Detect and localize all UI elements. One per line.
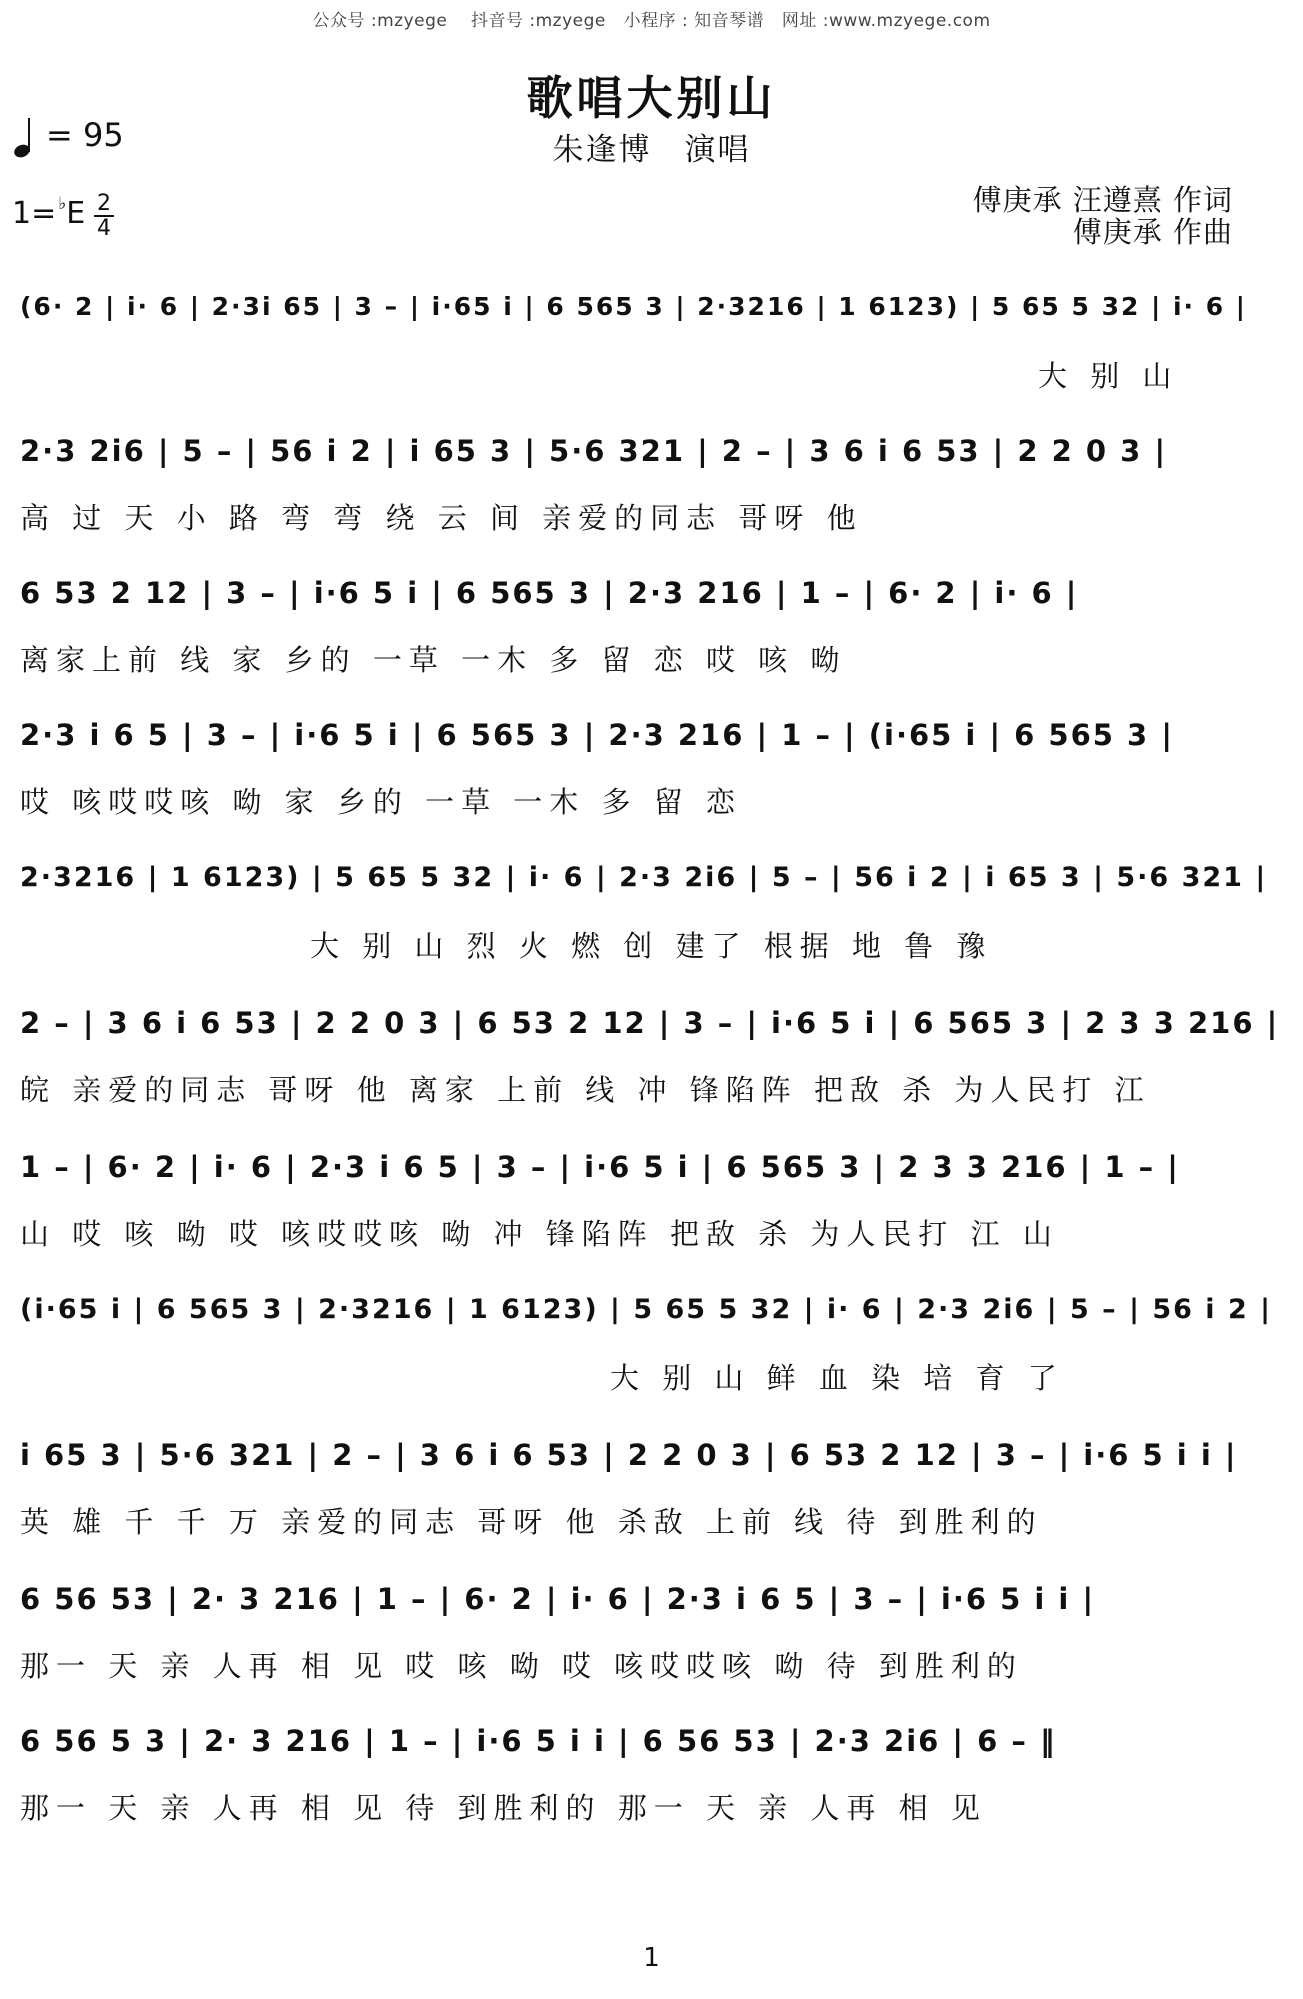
header-website: 网址 :www.mzyege.com: [781, 11, 991, 31]
notation-line: 2·3216 | 1 6123) | 5 65 5 32 | i· 6 | 2·3 2i6 | 5 – | 56 i 2 | i 65 3 | 5·6 321 |: [20, 862, 1268, 893]
song-performer: 朱逢博 演唱: [552, 132, 751, 168]
notation-line: 1 – | 6· 2 | i· 6 | 2·3 i 6 5 | 3 – | i·6 5 i | 6 565 3 | 2 3 3 216 | 1 – |: [20, 1150, 1180, 1184]
lyric-line: 英 雄 千 千 万 亲爱的同志 哥呀 他 杀敌 上前 线 待 到胜利的: [20, 1505, 1043, 1539]
notation-line: 6 56 5 3 | 2· 3 216 | 1 – | i·6 5 i i | 6 56 53 | 2·3 2i6 | 6 – ‖: [20, 1724, 1057, 1758]
notation-line: 6 56 53 | 2· 3 216 | 1 – | 6· 2 | i· 6 | 2·3 i 6 5 | 3 – | i·6 5 i i |: [20, 1582, 1096, 1616]
score-system: [20, 292, 1283, 432]
quarter-note-icon: [14, 117, 36, 157]
score-system: [20, 1438, 1283, 1578]
composer-credit: 傅庚承 作曲: [1072, 215, 1233, 249]
time-bottom: 4: [97, 216, 111, 241]
flat-icon: ♭: [58, 194, 67, 214]
notation-line: i 65 3 | 5·6 321 | 2 – | 3 6 i 6 53 | 2 2 0 3 | 6 53 2 12 | 3 – | i·6 5 i i |: [20, 1438, 1238, 1472]
score-system: [20, 1294, 1283, 1434]
tempo-value: = 95: [46, 116, 124, 154]
header-douyin: 抖音号 :mzyege: [470, 11, 606, 31]
key-letter: E: [66, 196, 86, 231]
notation-line: 2 – | 3 6 i 6 53 | 2 2 0 3 | 6 53 2 12 | 3 – | i·6 5 i | 6 565 3 | 2 3 3 216 |: [20, 1006, 1280, 1040]
notation-line: (6· 2 | i· 6 | 2·3i 65 | 3 – | i·65 i | 6 565 3 | 2·3216 | 1 6123) | 5 65 5 32 | i· 6 |: [20, 292, 1247, 321]
lyric-line: 大 别 山: [1038, 359, 1179, 393]
score-system: [20, 1582, 1283, 1722]
lyric-line: 离家上前 线 家 乡的 一草 一木 多 留 恋 哎 咳 呦: [20, 643, 847, 677]
score-system: [20, 718, 1283, 858]
score-system: [20, 862, 1283, 1002]
notation-line: (i·65 i | 6 565 3 | 2·3216 | 1 6123) | 5 65 5 32 | i· 6 | 2·3 2i6 | 5 – | 56 i 2 |: [20, 1294, 1273, 1325]
lyric-line: 大 别 山 烈 火 燃 创 建了 根据 地 鲁 豫: [310, 929, 993, 963]
page-header: [0, 6, 1303, 31]
key-signature: [12, 196, 85, 231]
lyric-line: 大 别 山 鲜 血 染 培 育 了: [610, 1361, 1064, 1395]
score-system: [20, 576, 1283, 716]
lyric-line: 高 过 天 小 路 弯 弯 绕 云 间 亲爱的同志 哥呀 他: [20, 501, 863, 535]
page-number: 1: [643, 1943, 660, 1973]
lyricist-credit: 傅庚承 汪遵熹 作词: [972, 183, 1233, 217]
score-system: [20, 1006, 1283, 1146]
time-top: 2: [97, 191, 111, 216]
notation-line: 6 53 2 12 | 3 – | i·6 5 i | 6 565 3 | 2·3 216 | 1 – | 6· 2 | i· 6 |: [20, 576, 1079, 610]
lyric-line: 皖 亲爱的同志 哥呀 他 离家 上前 线 冲 锋陷阵 把敌 杀 为人民打 江: [20, 1073, 1151, 1107]
header-miniprogram: 小程序 : 知音琴谱: [623, 11, 765, 31]
lyric-line: 那一 天 亲 人再 相 见 待 到胜利的 那一 天 亲 人再 相 见: [20, 1791, 987, 1825]
time-signature: [94, 192, 114, 240]
lyric-line: 那一 天 亲 人再 相 见 哎 咳 呦 哎 咳哎哎咳 呦 待 到胜利的: [20, 1649, 1023, 1683]
score-system: [20, 434, 1283, 574]
notation-line: 2·3 2i6 | 5 – | 56 i 2 | i 65 3 | 5·6 321 | 2 – | 3 6 i 6 53 | 2 2 0 3 |: [20, 434, 1168, 468]
notation-line: 2·3 i 6 5 | 3 – | i·6 5 i | 6 565 3 | 2·3 216 | 1 – | (i·65 i | 6 565 3 |: [20, 718, 1174, 752]
lyric-line: 山 哎 咳 呦 哎 咳哎哎咳 呦 冲 锋陷阵 把敌 杀 为人民打 江 山: [20, 1217, 1059, 1251]
header-wechat: 公众号 :mzyege: [312, 11, 448, 31]
score-system: [20, 1150, 1283, 1290]
tempo-marking: [14, 116, 124, 157]
lyric-line: 哎 咳哎哎咳 呦 家 乡的 一草 一木 多 留 恋: [20, 785, 742, 819]
score-system: [20, 1724, 1283, 1864]
key-prefix: 1=: [12, 196, 57, 231]
song-title: 歌唱大别山: [526, 71, 777, 125]
